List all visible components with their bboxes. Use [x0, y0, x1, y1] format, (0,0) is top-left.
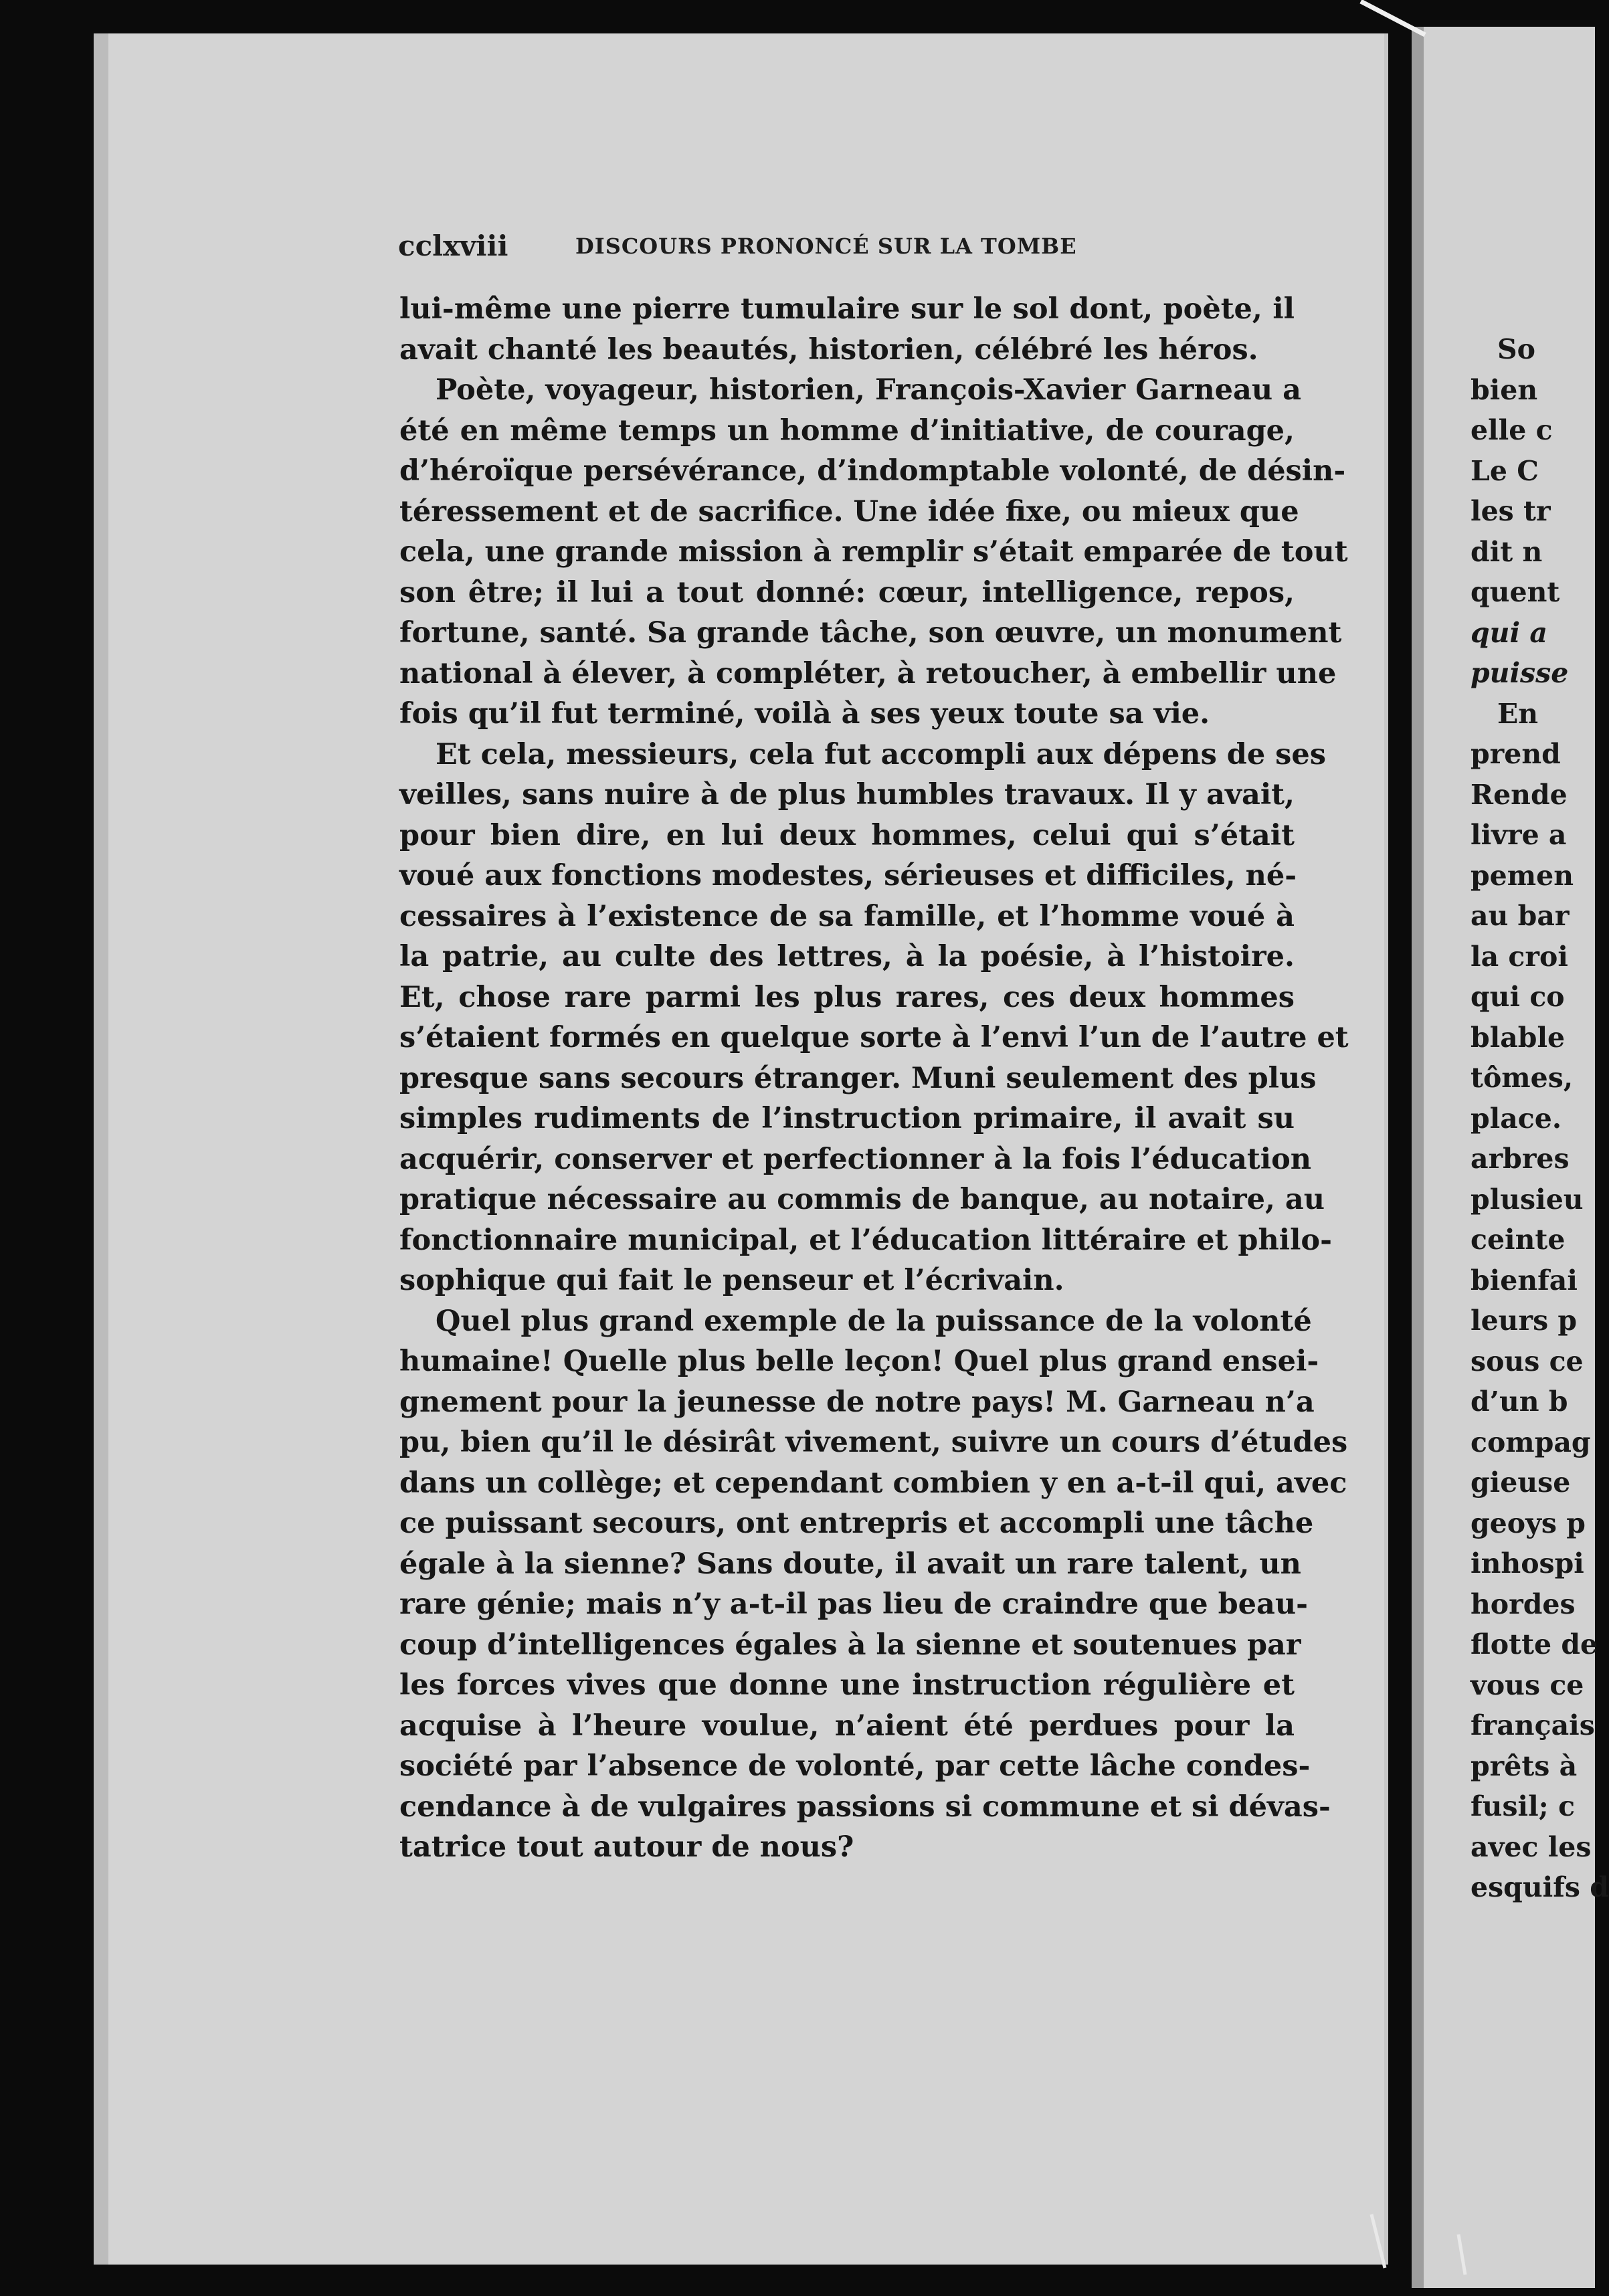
text-line: tatrice tout autour de nous?: [399, 1830, 854, 1864]
facing-text-line: les tr: [1471, 495, 1551, 527]
facing-text-line: plusieu: [1471, 1183, 1584, 1216]
text-line: ce puissant secours, ont entrepris et accompli une tâche: [399, 1507, 1314, 1540]
running-head-title: DISCOURS PRONONCÉ SUR LA TOMBE: [575, 233, 1077, 259]
facing-text-line: quent: [1471, 576, 1560, 608]
facing-text-line: la croi: [1471, 940, 1568, 973]
text-line: pour bien dire, en lui deux hommes, celui qui s’était: [399, 818, 1295, 852]
facing-text-line: leurs p: [1471, 1305, 1578, 1337]
facing-text-line: gieuse: [1471, 1466, 1571, 1499]
facing-text-line: sous ce: [1471, 1345, 1584, 1377]
facing-text-line: geoys p: [1471, 1507, 1586, 1539]
page-number: cclxviii: [398, 229, 508, 262]
facing-text-line: fusil; c: [1471, 1790, 1576, 1822]
facing-text-line: qui a: [1471, 616, 1547, 649]
text-line: société par l’absence de volonté, par cette lâche condes-: [399, 1749, 1311, 1783]
facing-text-line: livre a: [1471, 819, 1567, 851]
text-line: Et, chose rare parmi les plus rares, ces deux hommes: [399, 980, 1295, 1014]
text-line: s’étaient formés en quelque sorte à l’envi l’un de l’autre et: [399, 1021, 1349, 1054]
text-line: voué aux fonctions modestes, sérieuses et difficiles, né-: [399, 859, 1297, 892]
text-line: avait chanté les beautés, historien, célébré les héros.: [399, 332, 1258, 367]
text-line: téressement et de sacrifice. Une idée fixe, ou mieux que: [399, 494, 1299, 529]
facing-text-line: puisse: [1471, 657, 1569, 689]
text-line: Et cela, messieurs, cela fut accompli aux dépens de ses: [436, 737, 1326, 771]
facing-text-line: d’un b: [1471, 1385, 1568, 1418]
text-line: acquérir, conserver et perfectionner à la fois l’éducation: [399, 1142, 1312, 1176]
facing-text-line: bienfai: [1471, 1264, 1578, 1297]
facing-text-line: elle c: [1471, 414, 1553, 446]
text-line: d’héroïque persévérance, d’indomptable volonté, de désin-: [399, 454, 1346, 488]
text-line: coup d’intelligences égales à la sienne et soutenues par: [399, 1628, 1301, 1662]
facing-text-line: dit n: [1471, 535, 1543, 568]
text-line: égale à la sienne? Sans doute, il avait un rare talent, un: [399, 1547, 1301, 1581]
text-line: veilles, sans nuire à de plus humbles travaux. Il y avait,: [399, 778, 1295, 811]
text-line: Quel plus grand exemple de la puissance de la volonté: [436, 1304, 1312, 1338]
text-line: Poète, voyageur, historien, François-Xavier Garneau a: [436, 373, 1301, 407]
text-line: fortune, santé. Sa grande tâche, son œuvre, un monument: [399, 616, 1342, 650]
facing-text-line: qui co: [1471, 981, 1565, 1013]
facing-page-text: [1471, 329, 1609, 1908]
text-line: gnement pour la jeunesse de notre pays! M. Garneau n’a: [399, 1385, 1315, 1419]
facing-text-line: inhospi: [1471, 1547, 1584, 1580]
text-line: pratique nécessaire au commis de banque, au notaire, au: [399, 1183, 1325, 1216]
facing-text-line: français: [1471, 1709, 1595, 1741]
facing-text-line: au bar: [1471, 900, 1570, 932]
text-line: la patrie, au culte des lettres, à la poésie, à l’histoire.: [399, 940, 1295, 973]
facing-text-line: vous ce: [1471, 1668, 1584, 1701]
facing-text-line: arbres: [1471, 1143, 1570, 1175]
text-line: cela, une grande mission à remplir s’était emparée de tout: [399, 535, 1348, 569]
text-line: dans un collège; et cependant combien y en a-t-il qui, avec: [399, 1466, 1347, 1500]
text-line: rare génie; mais n’y a-t-il pas lieu de craindre que beau-: [399, 1588, 1309, 1621]
facing-text-line: hordes: [1471, 1588, 1576, 1620]
text-line: cendance à de vulgaires passions si commune et si dévas-: [399, 1790, 1331, 1824]
facing-page-fragment: [1412, 27, 1609, 2288]
text-line: son être; il lui a tout donné: cœur, intelligence, repos,: [399, 575, 1295, 609]
facing-text-line: place.: [1471, 1102, 1562, 1135]
facing-text-line: prêts à: [1471, 1749, 1578, 1782]
facing-text-line: blable: [1471, 1021, 1566, 1054]
text-line: lui-même une pierre tumulaire sur le sol dont, poète, il: [399, 292, 1295, 326]
text-line: les forces vives que donne une instruction régulière et: [399, 1668, 1295, 1702]
text-line: pu, bien qu’il le désirât vivement, suivre un cours d’études: [399, 1426, 1348, 1459]
facing-text-line: bien: [1471, 373, 1538, 406]
page-body-text: [399, 289, 1349, 1868]
scan-blemish-top-right: [1358, 0, 1432, 40]
text-line: fonctionnaire municipal, et l’éducation littéraire et philo-: [399, 1223, 1332, 1257]
scan-blemish-bottom: [1358, 2208, 1492, 2295]
text-line: humaine! Quelle plus belle leçon! Quel plus grand ensei-: [399, 1345, 1319, 1378]
facing-text-line: compag: [1471, 1426, 1591, 1458]
text-line: cessaires à l’existence de sa famille, et l’homme voué à: [399, 899, 1295, 933]
facing-text-line: ceinte: [1471, 1224, 1566, 1256]
facing-text-line: pemen: [1471, 859, 1574, 892]
text-line: acquise à l’heure voulue, n’aient été perdues pour la: [399, 1709, 1295, 1743]
text-line: simples rudiments de l’instruction primaire, il avait su: [399, 1102, 1295, 1135]
facing-text-line: Rende: [1471, 778, 1568, 811]
facing-text-line: So: [1497, 333, 1535, 365]
text-line: sophique qui fait le penseur et l’écrivain.: [399, 1264, 1064, 1297]
facing-text-line: tômes,: [1471, 1062, 1574, 1094]
facing-text-line: avec les: [1471, 1830, 1592, 1863]
facing-text-line: esquifs d: [1471, 1871, 1609, 1903]
text-line: national à élever, à compléter, à retoucher, à embellir une: [399, 656, 1337, 690]
text-line: fois qu’il fut terminé, voilà à ses yeux toute sa vie.: [399, 697, 1210, 731]
running-head: [398, 229, 1127, 267]
facing-text-line: Le C: [1471, 454, 1539, 487]
text-line: presque sans secours étranger. Muni seulement des plus: [399, 1061, 1317, 1095]
facing-text-line: flotte de: [1471, 1628, 1598, 1660]
facing-text-line: prend: [1471, 738, 1561, 770]
facing-text-line: En: [1497, 697, 1539, 730]
text-line: été en même temps un homme d’initiative, de courage,: [399, 413, 1295, 448]
